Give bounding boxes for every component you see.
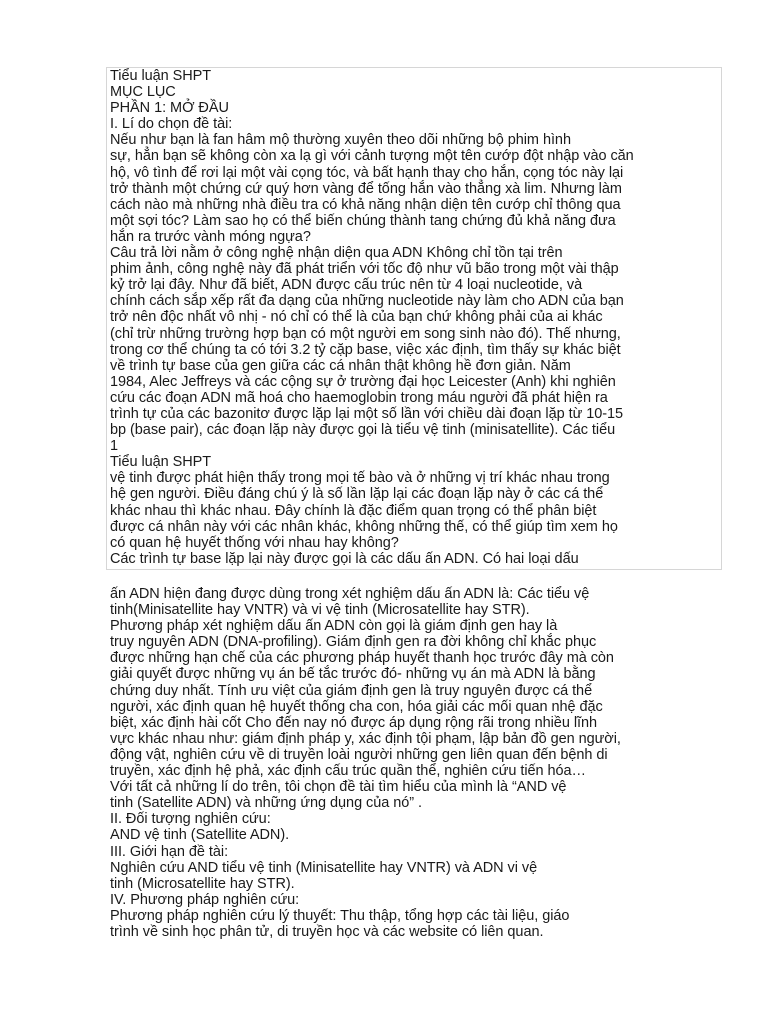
document-text-block-upper [110,68,710,567]
text-line: Với tất cả những lí do trên, tôi chọn đề tài tìm hiểu của mình là “AND vệ [110,779,567,796]
text-line: (chỉ trừ những trường hợp bạn có một người em song sinh nào đó). Thế nhưng, [110,325,621,342]
text-line: trở thành một chứng cứ quý hơn vàng để tống hắn vào thẳng xà lim. Nhưng làm [110,180,622,197]
text-line: chính cách sắp xếp rất đa dạng của những nucleotide này làm cho ADN của bạn [110,293,624,310]
text-line: động vật, nghiên cứu về di truyền loài người những gen liên quan đến bệnh di [110,746,608,763]
text-line: II. Đối tượng nghiên cứu: [110,811,271,828]
text-line: người, xác định quan hệ huyết thống cha con, hóa giải các mối quan nhệ đặc [110,698,603,715]
text-line: IV. Phương pháp nghiên cứu: [110,891,300,908]
text-line: cách nào mà những nhà điều tra có khả năng nhận diện tên cướp chỉ thông qua [110,196,621,213]
text-line: vệ tinh được phát hiện thấy trong mọi tế bào và ở những vị trí khác nhau trong [110,470,610,487]
text-line: kỷ trở lại đây. Như đã biết, ADN được cấu trúc nên từ 4 loại nucleotide, và [110,277,583,294]
text-line: hộ, vô tình để rơi lại một vài cọng tóc, và bất hạnh thay cho hắn, cọng tóc này lại [110,164,624,181]
text-line: hắn ra trước vành móng ngựa? [110,228,311,245]
text-line: Câu trả lời nằm ở công nghệ nhận diện qua ADN Không chỉ tồn tại trên [110,245,563,262]
text-line: Tiểu luận SHPT [110,454,212,471]
text-line: trình về sinh học phân tử, di truyền học và các website có liên quan. [110,923,544,940]
text-line: bp (base pair), các đoạn lặp này được gọi là tiểu vệ tinh (minisatellite). Các tiểu [110,422,616,439]
text-line: vực khác nhau như: giám định pháp y, xác định tội phạm, lập bản đồ gen người, [110,730,621,747]
text-line: giải quyết được những vụ án bế tắc trước đó- những vụ án mà ADN là bằng [110,666,596,683]
text-line: phim ảnh, công nghệ này đã phát triển với tốc độ như vũ bão trong một vài thập [110,261,619,278]
text-line: 1984, Alec Jeffreys và các cộng sự ở trường đại học Leicester (Anh) khi nghiên [110,373,616,390]
text-line: tinh (Microsatellite hay STR). [110,875,295,892]
text-line: chứng duy nhất. Tính ưu việt của giám định gen là truy nguyên được cá thể [110,682,593,699]
text-line: MỤC LỤC [110,84,176,101]
text-line: trở nên độc nhất vô nhị - nó chỉ có thể là của bạn chứ không phải của ai khác [110,309,603,326]
text-line: truyền, xác định hệ phả, xác định cấu trúc quần thể, nghiên cứu tiến hóa… [110,763,587,780]
text-line: Nếu như bạn là fan hâm mộ thường xuyên theo dõi những bộ phim hình [110,132,571,149]
text-line: AND vệ tinh (Satellite ADN). [110,827,290,844]
text-line: trình tự của các bazonitơ được lặp lại một số lần với chiều dài đoạn lặp từ 10-15 [110,405,624,422]
text-line: trong cơ thể chúng ta có tới 3.2 tỷ cặp base, việc xác định, tìm thấy sự khác biệt [110,341,621,358]
text-line: sự, hẳn bạn sẽ không còn xa lạ gì với cảnh tượng một tên cướp đột nhập vào căn [110,148,634,165]
text-line: Nghiên cứu AND tiểu vệ tinh (Minisatellite hay VNTR) và ADN vi vệ [110,859,538,876]
text-line: Phương pháp nghiên cứu lý thuyết: Thu thập, tổng hợp các tài liệu, giáo [110,907,570,924]
text-line: được cá nhân này với các nhân khác, không những thế, có thể giúp tìm xem họ [110,518,618,535]
text-line: Tiểu luận SHPT [110,68,212,84]
text-line: một sợi tóc? Làm sao họ có thể biến chúng thành tang chứng đủ khả năng đưa [110,212,616,229]
text-line: III. Giới hạn đề tài: [110,843,229,860]
text-line: biệt, xác định hài cốt Cho đến nay nó được áp dụng rộng rãi trong nhiều lĩnh [110,714,597,731]
text-line: về trình tự base của gen giữa các cá nhân thật không hề đơn giản. Năm [110,357,571,374]
text-line: hệ gen người. Điều đáng chú ý là số lần lặp lại các đoạn lặp này ở các cá thể [110,486,604,503]
document-text-block-lower [110,586,710,940]
text-line: ấn ADN hiện đang được dùng trong xét nghiệm dấu ấn ADN là: Các tiểu vệ [110,586,590,602]
text-line: truy nguyên ADN (DNA-profiling). Giám định gen ra đời không chỉ khắc phục [110,634,597,651]
text-line: cứu các đoạn ADN mã hoá cho haemoglobin trong máu người đã phát hiện ra [110,389,608,406]
text-line: Phương pháp xét nghiệm dấu ấn ADN còn gọi là giám định gen hay là [110,618,558,635]
text-line: PHẦN 1: MỞ ĐẦU [110,100,229,117]
text-line: tinh (Satellite ADN) và những ứng dụng của nó” . [110,795,423,812]
text-line: 1 [110,438,119,455]
text-line: Các trình tự base lặp lại này được gọi là các dấu ấn ADN. Có hai loại dấu [110,550,579,567]
text-line: I. Lí do chọn đề tài: [110,116,233,133]
text-line: được những hạn chế của các phương pháp huyết thanh học trước đây mà còn [110,650,614,667]
text-line: tinh(Minisatellite hay VNTR) và vi vệ tinh (Microsatellite hay STR). [110,602,530,619]
text-line: có quan hệ huyết thống với nhau hay không? [110,534,399,551]
text-line: khác nhau thì khác nhau. Đây chính là đặc điểm quan trọng có thể phân biệt [110,502,597,519]
